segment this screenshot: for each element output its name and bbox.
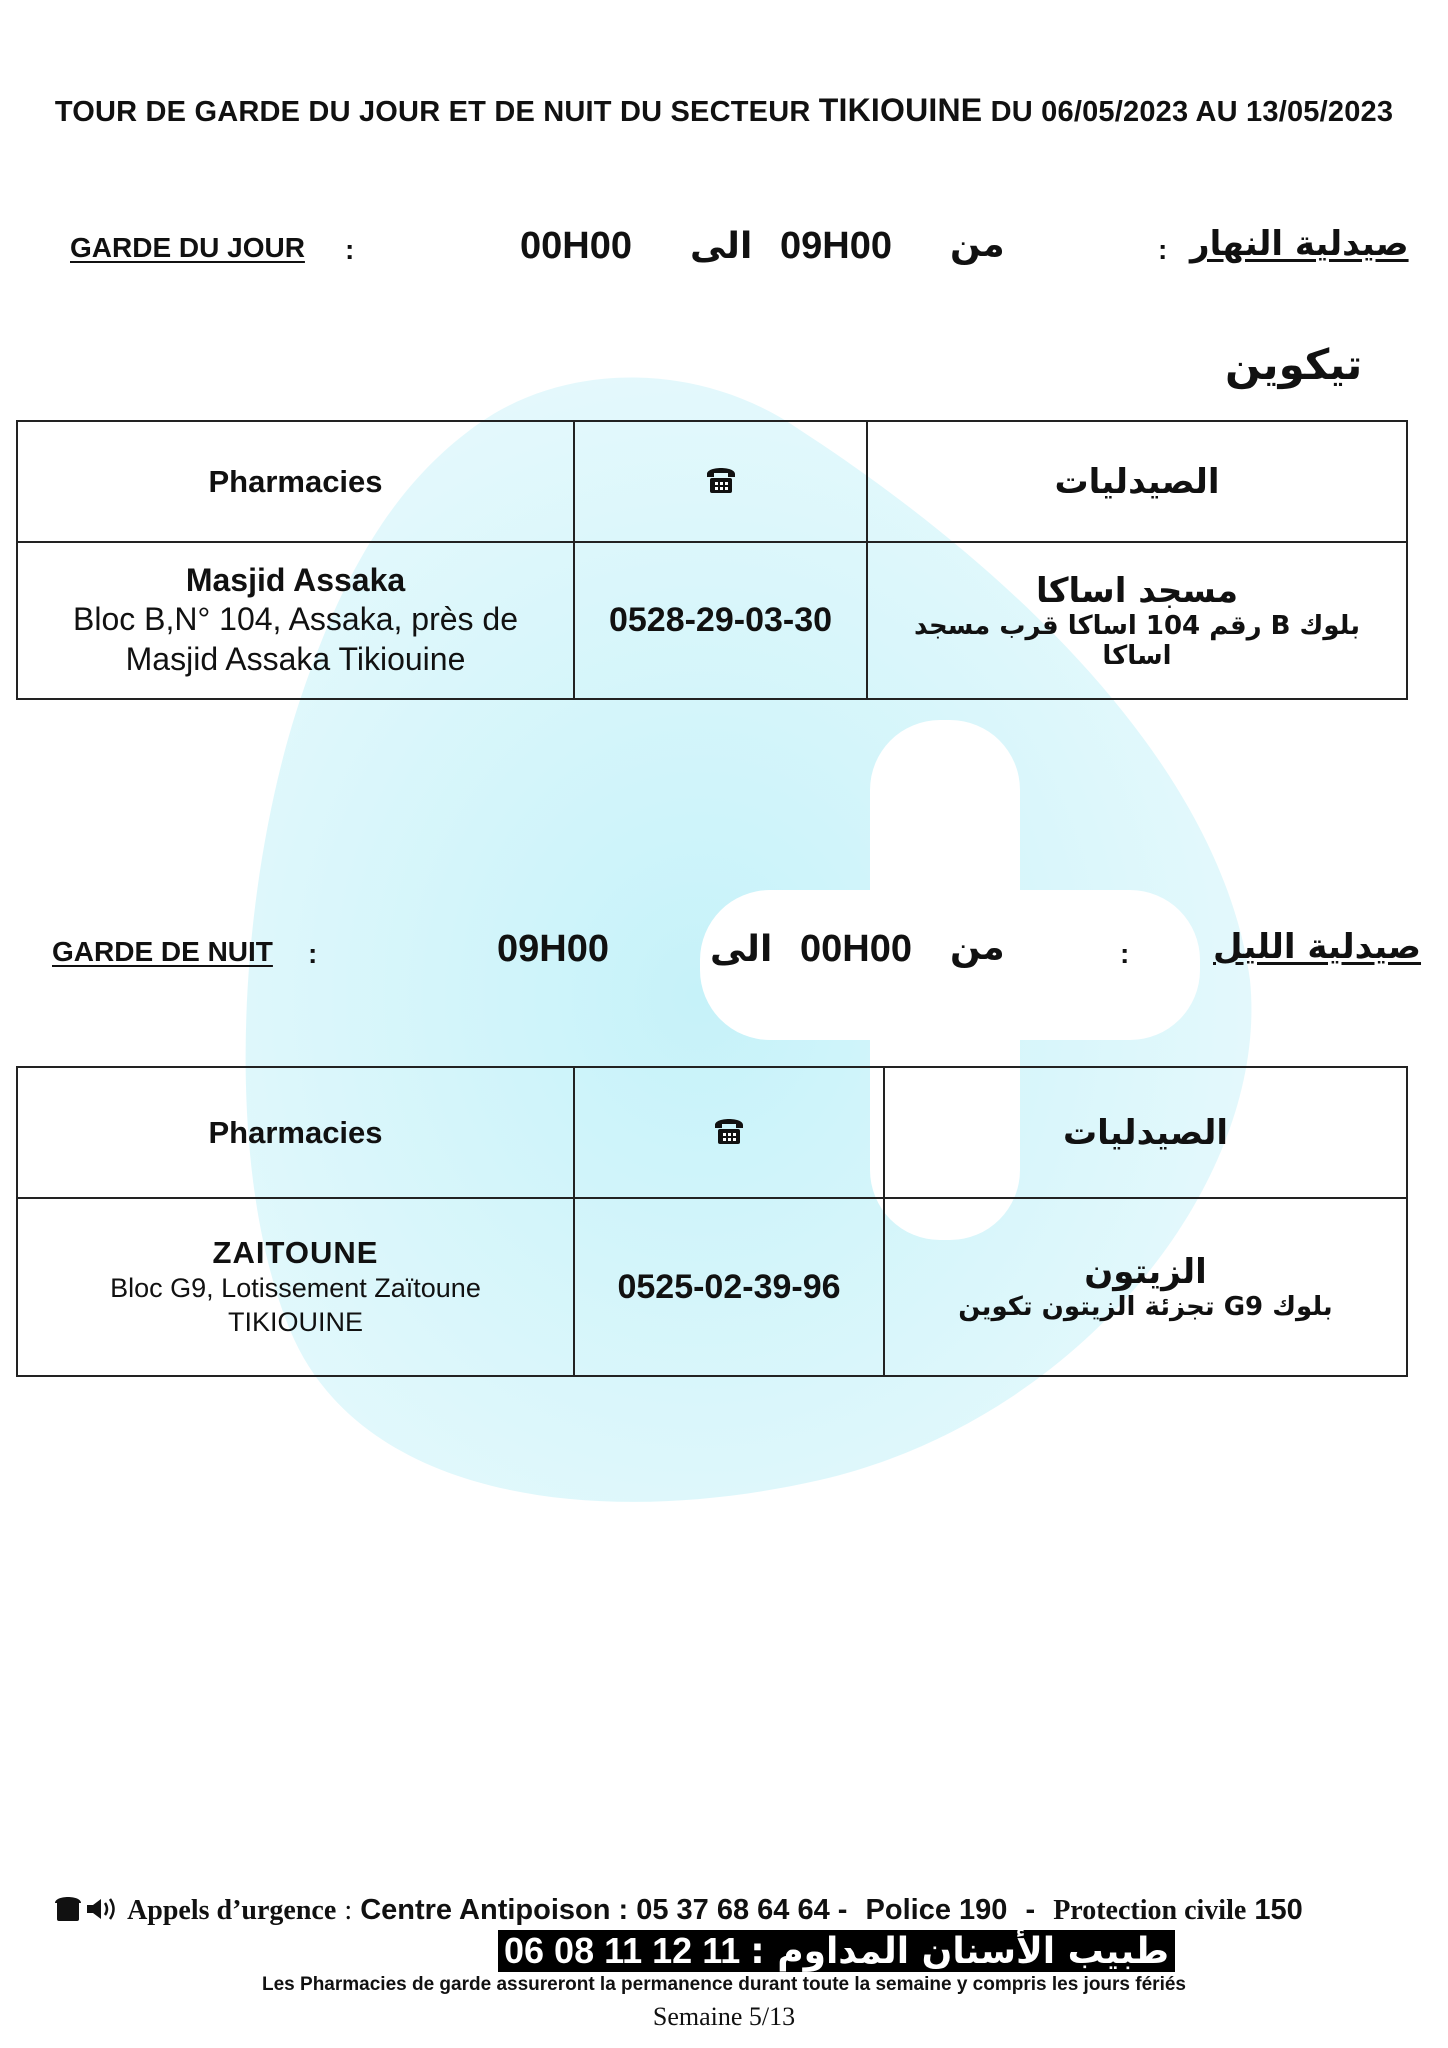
pharmacy-phone-cell (574, 1198, 884, 1376)
header-pharmacies-fr: Pharmacies (17, 1067, 574, 1198)
header-pharmacies-ar: الصيدليات (884, 1067, 1407, 1198)
night-time-right: 00H00 (800, 928, 912, 970)
pharmacy-address-fr-line1: Bloc G9, Lotissement Zaïtoune (110, 1273, 481, 1303)
header-pharmacies-fr: Pharmacies (17, 421, 574, 542)
emergency-calls-line (55, 1894, 1303, 1927)
day-label-ar: صيدلية النهار (1190, 224, 1409, 264)
day-colon-right: : (1158, 234, 1168, 265)
dentist-label-ar: : طبيب الأسنان المداوم (750, 1931, 1170, 1972)
day-ila-ar: الى (690, 226, 753, 267)
night-time-left: 09H00 (497, 928, 609, 970)
pharmacy-name-fr: Masjid Assaka (185, 562, 406, 598)
telephone-icon (712, 1113, 746, 1147)
pharmacy-address-fr-line2: TIKIOUINE (227, 1307, 363, 1337)
emergency-label: Appels d’urgence (127, 1895, 337, 1926)
table-row (17, 1198, 1407, 1376)
pharmacy-address-ar: بلوك B رقم 104 اساكا قرب مسجد اساكا (913, 610, 1361, 671)
pharmacy-ar-cell (884, 1198, 1407, 1376)
table-header-row (17, 1067, 1407, 1198)
emergency-phone-icon (55, 1895, 119, 1923)
dentist-number: 06 08 11 12 11 (504, 1930, 741, 1971)
week-number: Semaine 5/13 (652, 2002, 796, 2031)
day-colon-left: : (345, 234, 355, 265)
day-time-right: 09H00 (780, 225, 892, 267)
title-sector: TIKIOUINE (818, 92, 983, 128)
footer-dash: - (1025, 1894, 1036, 1926)
district-title-ar: تيكوين (1225, 340, 1363, 389)
night-colon-left: : (308, 938, 318, 969)
night-label-ar: صيدلية الليل (1213, 927, 1422, 967)
pharmacy-phone: 0528-29-03-30 (608, 601, 833, 639)
pharmacy-address-fr-line2: Masjid Assaka Tikiouine (125, 641, 466, 677)
pharmacy-name-fr: ZAITOUNE (212, 1235, 379, 1270)
police-number: Police 190 (865, 1894, 1008, 1926)
title-date-range: DU 06/05/2023 AU 13/05/2023 (990, 96, 1394, 128)
title-prefix: TOUR DE GARDE DU JOUR ET DE NUIT DU SECTEUR (54, 96, 811, 128)
night-label-fr: GARDE DE NUIT (52, 936, 273, 967)
header-phone (574, 421, 867, 542)
header-pharmacies-ar: الصيدليات (867, 421, 1407, 542)
day-time-left: 00H00 (520, 225, 632, 267)
pharmacy-name-ar: الزيتون (1084, 1252, 1207, 1292)
emergency-colon: : (344, 1895, 353, 1926)
telephone-icon (704, 462, 738, 496)
pharmacy-name-ar: مسجد اساكا (1035, 570, 1239, 611)
night-colon-right: : (1120, 938, 1130, 969)
pharmacy-fr-cell (17, 542, 574, 699)
night-min-ar: من (950, 927, 1005, 968)
pharmacy-ar-cell (867, 542, 1407, 699)
day-label-fr: GARDE DU JOUR (70, 232, 305, 263)
day-min-ar: من (950, 224, 1005, 265)
table-row (17, 542, 1407, 699)
pharmacy-phone-cell (574, 542, 867, 699)
pharmacy-address-fr-line1: Bloc B,N° 104, Assaka, près de (72, 601, 519, 637)
day-pharmacy-table (16, 420, 1408, 700)
civil-protection-label: Protection civile (1053, 1895, 1247, 1926)
page-title (0, 92, 1448, 129)
pharmacy-address-ar: بلوك G9 تجزئة الزيتون تكوين (958, 1292, 1333, 1322)
antipoison-number: Centre Antipoison : 05 37 68 64 64 - (360, 1894, 848, 1926)
dentist-on-call-banner (498, 1930, 1175, 1972)
header-phone (574, 1067, 884, 1198)
pharmacy-phone: 0525-02-39-96 (617, 1267, 841, 1306)
night-ila-ar: الى (710, 929, 773, 970)
civil-protection-number: 150 (1254, 1894, 1303, 1926)
night-pharmacy-table (16, 1066, 1408, 1377)
permanence-note: Les Pharmacies de garde assureront la permanence durant toute la semaine y compris les jours fériés (262, 1974, 1186, 1995)
pharmacy-fr-cell (17, 1198, 574, 1376)
table-header-row (17, 421, 1407, 542)
